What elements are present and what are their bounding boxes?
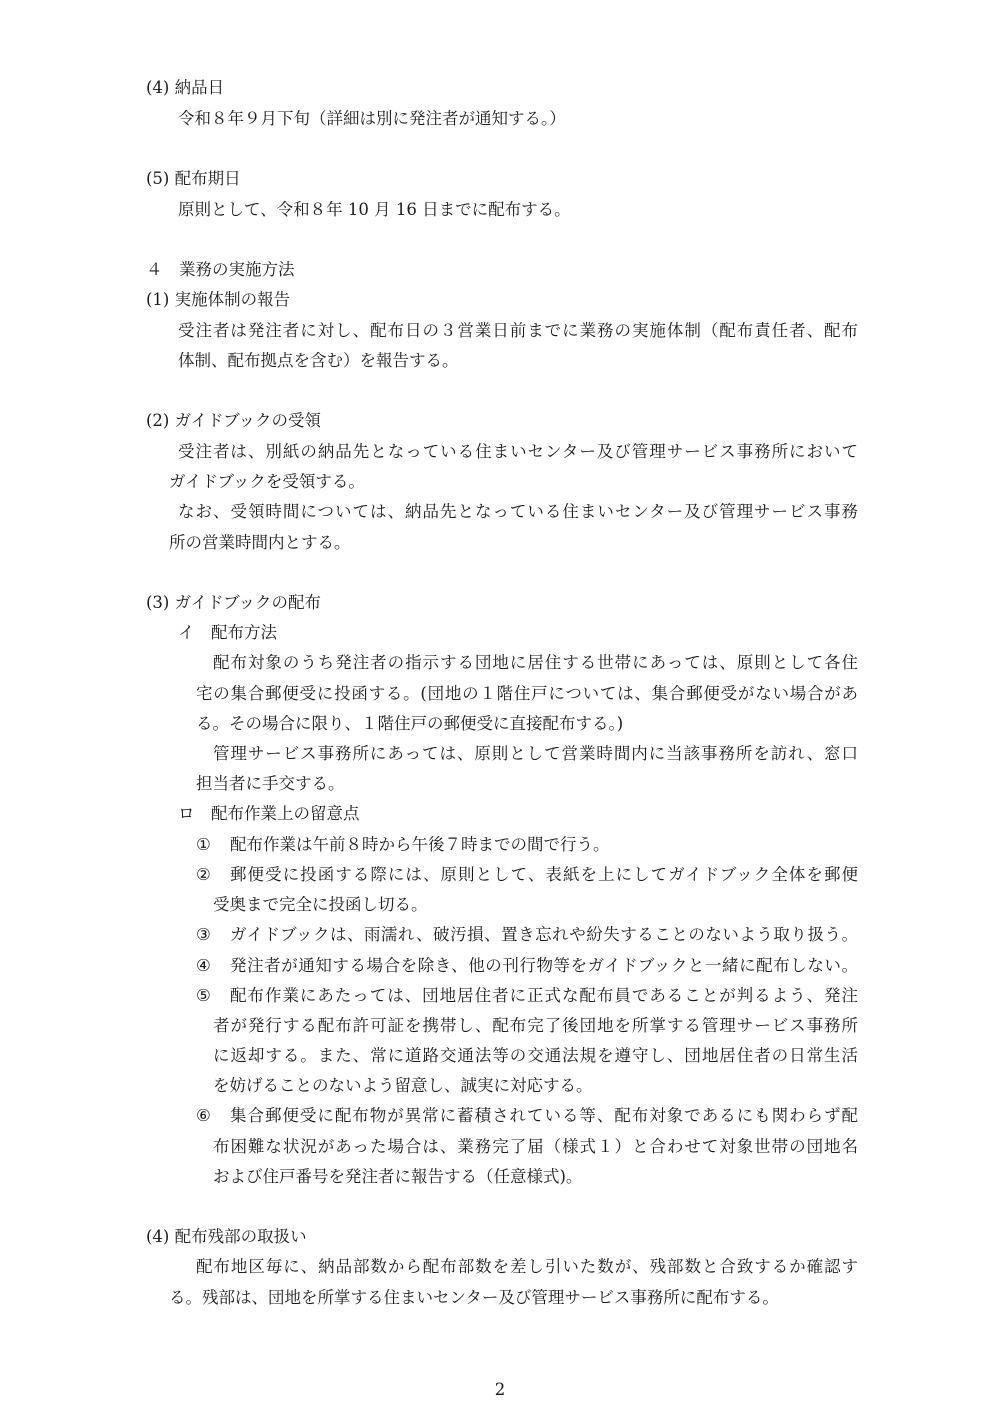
list-item-line: に返却する。また、常に道路交通法等の交通法規を遵守し、団地居住者の日常生活: [213, 1046, 858, 1065]
section-heading-distribution-deadline: (5) 配布期日: [146, 169, 241, 188]
list-item-line: 受奥まで完全に投函し切る。: [213, 895, 428, 914]
paragraph-line: 受注者は、別紙の納品先となっている住まいセンター及び管理サービス事務所において: [178, 442, 858, 461]
section-heading-remaining-copies: (4) 配布残部の取扱い: [146, 1227, 307, 1246]
paragraph-line: 所の営業時間内とする。: [169, 533, 351, 552]
paragraph-line: なお、受領時間については、納品先となっている住まいセンター及び管理サービス事務: [178, 502, 858, 521]
section-heading-delivery-date: (4) 納品日: [146, 78, 225, 97]
section-heading-guidebook-receipt: (2) ガイドブックの受領: [146, 411, 321, 430]
page-number: 2: [494, 1380, 506, 1399]
list-item-line: 配布作業は午前８時から午後７時までの間で行う。: [230, 835, 610, 854]
subsection-heading-notes: ロ 配布作業上の留意点: [178, 804, 360, 823]
chapter-heading: ４ 業務の実施方法: [146, 260, 295, 279]
list-item-line: 集合郵便受に配布物が異常に蓄積されている等、配布対象であるにも関わらず配: [230, 1106, 858, 1125]
section-heading-implementation-report: (1) 実施体制の報告: [146, 290, 291, 309]
paragraph-line: る。その場合に限り、１階住戸の郵便受に直接配布する。): [196, 714, 624, 733]
paragraph-line: 宅の集合郵便受に投函する。(団地の１階住戸については、集合郵便受がない場合があ: [196, 684, 858, 703]
list-item-line: 郵便受に投函する際には、原則として、表紙を上にしてガイドブック全体を郵便: [230, 865, 858, 884]
section-heading-guidebook-distribution: (3) ガイドブックの配布: [146, 593, 321, 612]
paragraph-line: ガイドブックを受領する。: [169, 472, 365, 491]
list-item-line: および住戸番号を発注者に報告する（任意様式)。: [213, 1167, 583, 1186]
paragraph-line: 担当者に手交する。: [196, 774, 345, 793]
paragraph-line: 配布地区毎に、納品部数から配布部数を差し引いた数が、残部数と合致するか確認す: [196, 1257, 858, 1276]
paragraph-line: 管理サービス事務所にあっては、原則として営業時間内に当該事務所を訪れ、窓口: [213, 744, 858, 763]
item-number: ②: [196, 865, 211, 884]
paragraph-line: 配布対象のうち発注者の指示する団地に居住する世帯にあっては、原則として各住: [213, 653, 858, 672]
item-number: ⑤: [196, 986, 211, 1005]
item-number: ①: [196, 835, 211, 854]
item-number: ④: [196, 956, 211, 975]
list-item-line: ガイドブックは、雨濡れ、破汚損、置き忘れや紛失することのないよう取り扱う。: [230, 925, 858, 944]
paragraph-line: る。残部は、団地を所掌する住まいセンター及び管理サービス事務所に配布する。: [169, 1288, 779, 1307]
list-item-line: 発注者が通知する場合を除き、他の刊行物等をガイドブックと一緒に配布しない。: [230, 956, 858, 975]
item-number: ⑥: [196, 1106, 211, 1125]
list-item-line: 配布作業にあたっては、団地居住者に正式な配布員であることが判るよう、発注: [230, 986, 858, 1005]
paragraph-line: 受注者は発注者に対し、配布日の３営業日前までに業務の実施体制（配布責任者、配布: [178, 321, 858, 340]
paragraph-line: 体制、配布拠点を含む）を報告する。: [178, 351, 459, 370]
list-item-line: 布困難な状況があった場合は、業務完了届（様式１）と合わせて対象世帯の団地名: [213, 1137, 858, 1156]
subsection-heading-method: イ 配布方法: [178, 623, 277, 642]
paragraph-line: 令和８年９月下旬（詳細は別に発注者が通知する。）: [178, 109, 566, 128]
list-item-line: を妨げることのないよう留意し、誠実に対応する。: [213, 1076, 593, 1095]
item-number: ③: [196, 925, 211, 944]
list-item-line: 者が発行する配布許可証を携帯し、配布完了後団地を所掌する管理サービス事務所: [213, 1016, 858, 1035]
paragraph-line: 原則として、令和８年 10 月 16 日までに配布する。: [178, 200, 571, 219]
